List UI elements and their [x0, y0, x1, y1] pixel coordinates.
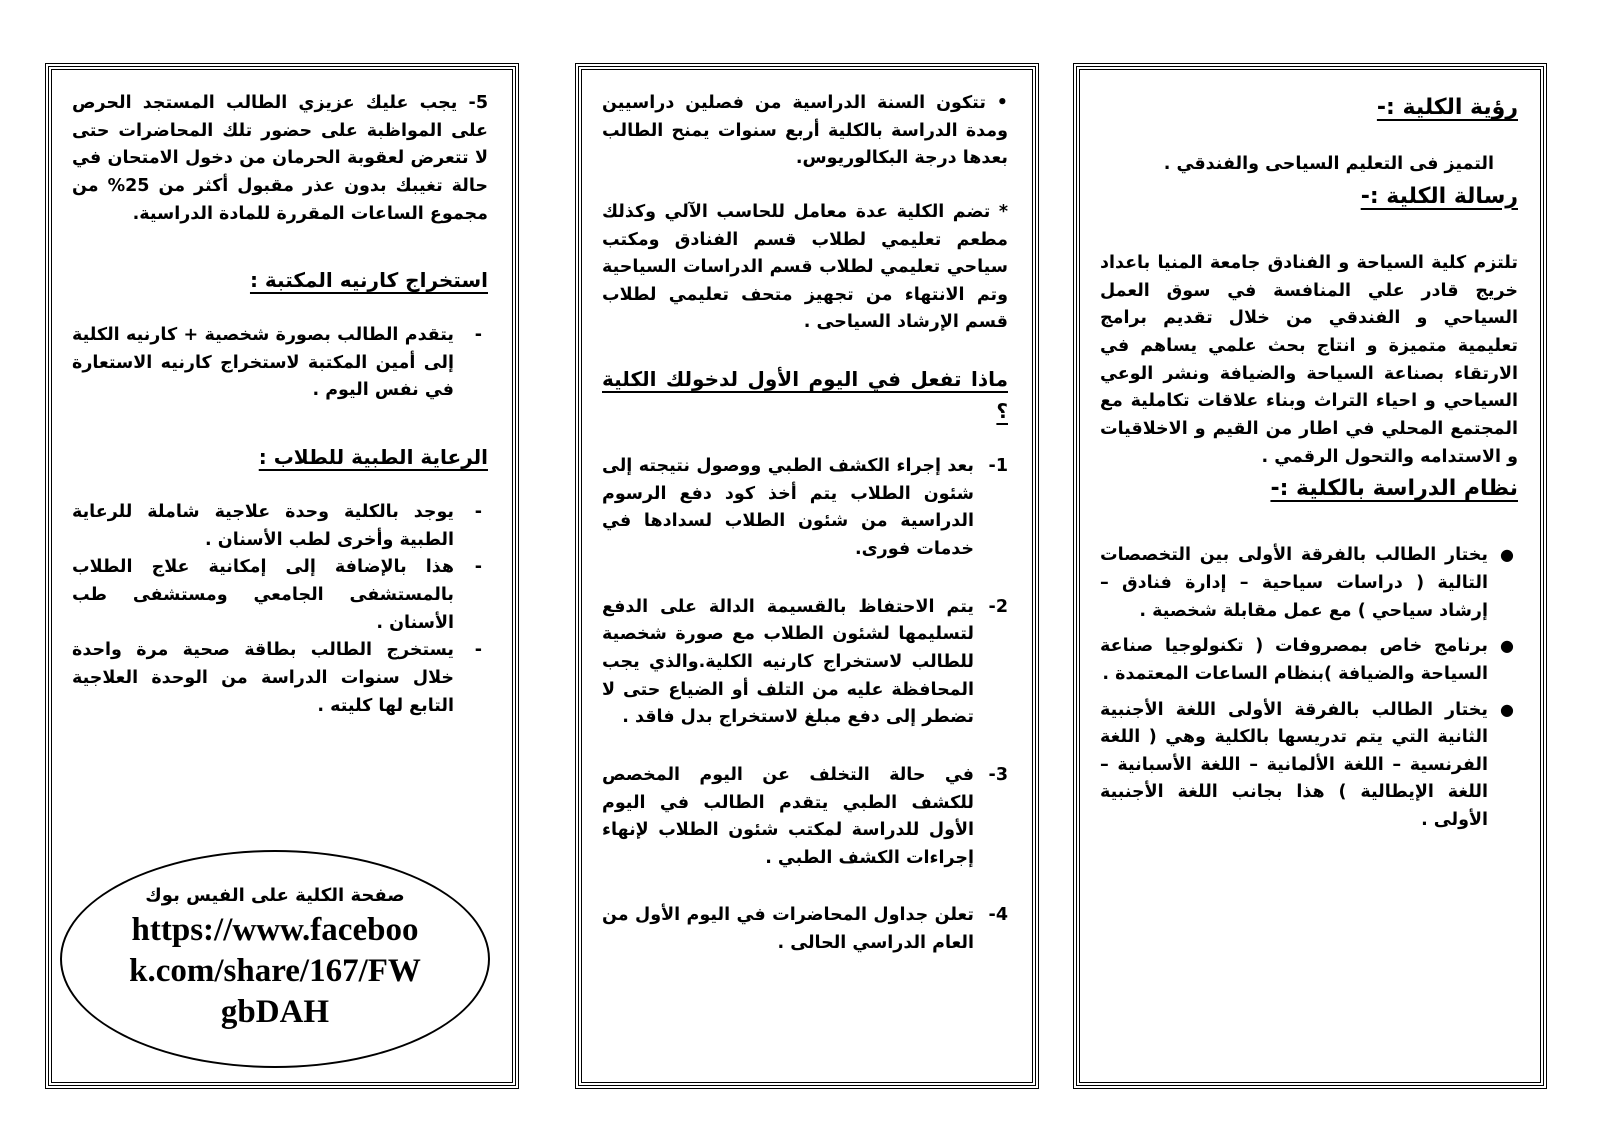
first-day-steps [602, 453, 1008, 958]
list-item [1100, 633, 1518, 688]
library-card-heading: استخراج كارنيه المكتبة : [249, 268, 488, 293]
facebook-page-link[interactable]: https://www.facebook.com/share/167/FWgbDAH [129, 911, 421, 1031]
list-item-text: يتقدم الطالب بصورة شخصية + كارنيه الكلية إلى أمين المكتبة لاستخراج كارنيه الاستعارة في نفس اليوم . [72, 325, 454, 401]
list-item-text: هذا بالإضافة إلى إمكانية علاج الطلاب بالمستشفى الجامعي ومستشفى طب الأسنان . [72, 557, 454, 633]
labs-paragraph: * تضم الكلية عدة معامل للحاسب الآلي وكذلك مطعم تعليمي لطلاب قسم الفنادق ومكتب سياحي تعليمي لطلاب قسم الدراسات السياحية وتم الانتهاء من تجهيز متحف تعليمي لطلاب قسم الإرشاد السياحى . [602, 201, 1008, 333]
step-item [602, 762, 1008, 873]
dash-marker: - [474, 502, 482, 523]
step-number: 1- [988, 456, 1008, 477]
step-item [602, 453, 1008, 564]
step-text: تعلن جداول المحاضرات في اليوم الأول من العام الدراسي الحالى . [602, 905, 974, 954]
list-item [72, 322, 488, 405]
list-item [1100, 697, 1518, 835]
step-number: 4- [988, 905, 1008, 926]
facebook-page-label: صفحة الكلية على الفيس بوك [145, 884, 405, 906]
list-item-text: يستخرج الطالب بطاقة صحية مرة واحدة خلال سنوات الدراسة من الوحدة العلاجية التابع لها كليته . [72, 640, 454, 716]
bullet-marker: ● [1500, 636, 1514, 656]
list-item [72, 554, 488, 637]
step-number: 3- [988, 764, 1008, 785]
study-system-heading: نظام الدراسة بالكلية :- [1270, 476, 1518, 502]
facebook-page-ellipse [60, 850, 490, 1068]
library-card-list [72, 322, 488, 405]
study-system-list [1100, 542, 1518, 834]
first-day-heading: ماذا تفعل في اليوم الأول لدخولك الكلية ؟ [602, 367, 1008, 424]
academic-year-paragraph: • تتكون السنة الدراسية من فصلين دراسيين ومدة الدراسة بالكلية أربع سنوات يمنح الطالب بعدها درجة البكالوريوس. [602, 93, 1008, 169]
step-text: بعد إجراء الكشف الطبي ووصول نتيجته إلى شئون الطلاب يتم أخذ كود دفع الرسوم الدراسية من شئون الطلاب لسدادها في خدمات فورى. [602, 456, 974, 560]
medical-care-heading: الرعاية الطبية للطلاب : [258, 445, 488, 470]
list-item-text: يختار الطالب بالفرقة الأولى بين التخصصات التالية ( دراسات سياحية – إدارة فنادق – إرشاد سياحي ) مع عمل مقابلة شخصية . [1100, 545, 1488, 621]
left-panel [48, 66, 516, 1086]
list-item-text: يوجد بالكلية وحدة علاجية شاملة للرعاية الطبية وأخرى لطب الأسنان . [72, 502, 454, 550]
list-item-text: برنامج خاص بمصروفات ( تكنولوجيا صناعة السياحة والضيافة )بنظام الساعات المعتمدة . [1100, 636, 1488, 684]
list-item [72, 637, 488, 720]
attendance-paragraph: 5- يجب عليك عزيزي الطالب المستجد الحرص على المواظبة على حضور تلك المحاضرات حتى لا تتعرض لعقوبة الحرمان من دخول الامتحان في حالة تغيبك بدون عذر مقبول أكثر من 25% من مجموع الساعات المقررة للمادة الدراسية. [72, 93, 488, 224]
list-item [72, 499, 488, 554]
list-item-text: يختار الطالب بالفرقة الأولى اللغة الأجنبية الثانية التي يتم تدريسها بالكلية وهي ( اللغة الفرنسية – اللغة الألمانية – اللغة الأسبانية – اللغة الإيطالية ) هذا بجانب اللغة الأجنبية الأولى . [1100, 699, 1488, 831]
medical-care-list [72, 499, 488, 720]
mission-text: تلتزم كلية السياحة و الفنادق جامعة المنيا باعداد خريج قادر علي المنافسة في سوق العمل السياحي و الفندقي من خلال تقديم برامج تعليمية متميزة و انتاج بحث علمي يساهم في الارتقاء بصناعة السياحة والضيافة ونشر الوعي السياحي و احياء التراث وبناء علاقات تكاملية مع المجتمع المحلي في اطار من القيم و الاخلاقيات و الاستدامه والتحول الرقمي . [1100, 253, 1518, 467]
right-panel [1076, 66, 1544, 1086]
bullet-marker: ● [1500, 545, 1514, 565]
list-item [1100, 542, 1518, 625]
dash-marker: - [474, 325, 482, 346]
step-item [602, 902, 1008, 957]
mission-heading: رسالة الكلية :- [1360, 183, 1518, 209]
step-text: في حالة التخلف عن اليوم المخصص للكشف الطبي يتقدم الطالب في اليوم الأول للدراسة لمكتب شئون الطلاب لإنهاء إجراءات الكشف الطبي . [602, 764, 974, 868]
middle-panel [578, 66, 1036, 1086]
bullet-marker: ● [1500, 699, 1514, 719]
vision-heading: رؤية الكلية :- [1376, 95, 1518, 120]
step-text: يتم الاحتفاظ بالقسيمة الدالة على الدفع لتسليمها لشئون الطلاب مع صورة شخصية للطالب لاستخراج كارنيه الكلية.والذي يجب المحافظة عليه من التلف أو الضياع حتى لا تضطر إلى دفع مبلغ لاستخراج بدل فاقد . [602, 596, 974, 728]
dash-marker: - [474, 640, 482, 661]
step-number: 2- [988, 596, 1008, 617]
dash-marker: - [474, 557, 482, 578]
step-item [602, 594, 1008, 732]
vision-text: التميز فى التعليم السياحى والفندقي . [1163, 154, 1494, 175]
